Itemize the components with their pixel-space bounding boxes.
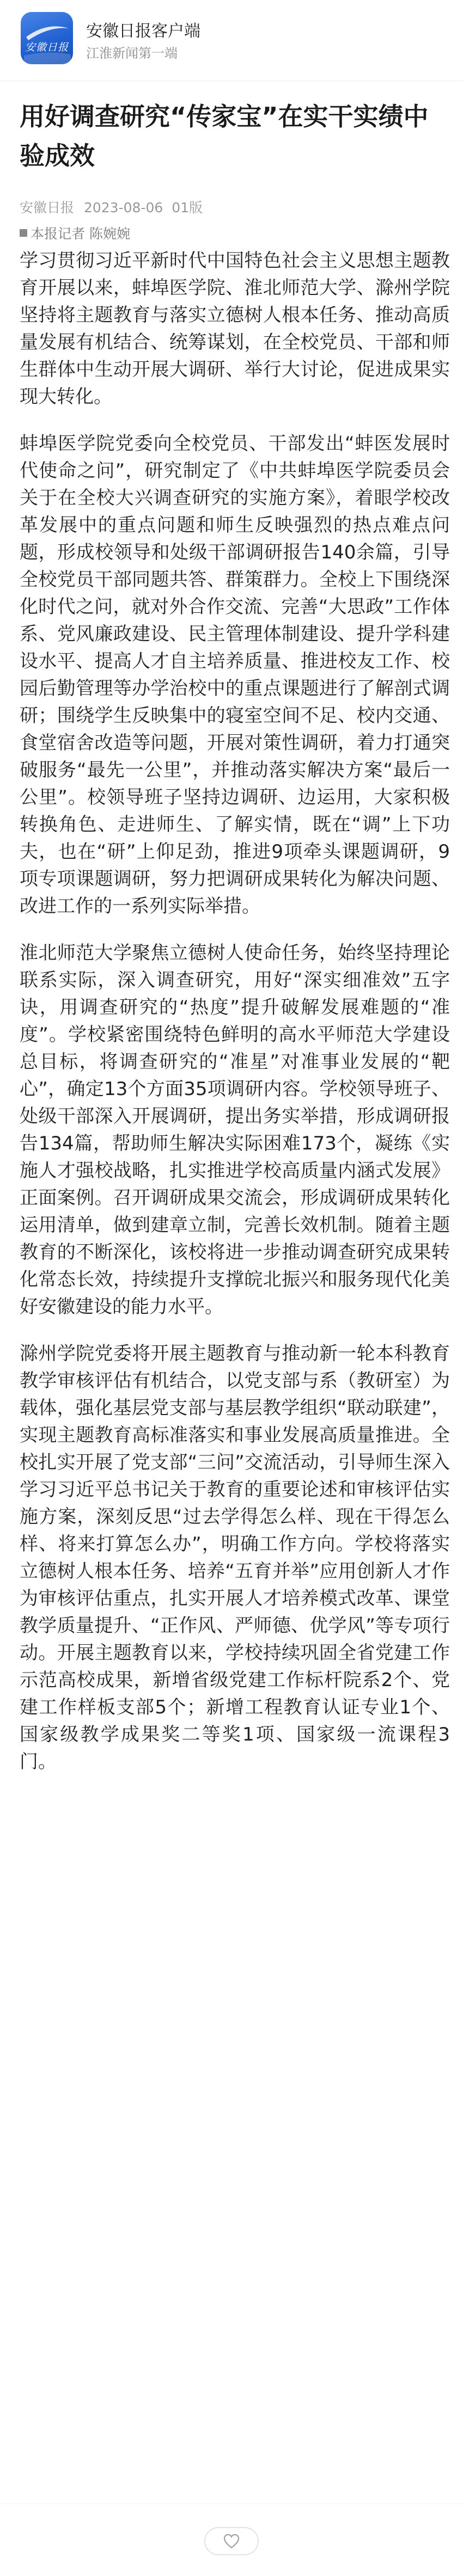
paragraph: 学习贯彻习近平新时代中国特色社会主义思想主题教育开展以来，蚌埠医学院、淮北师范大学、滁州学院坚持将主题教育与落实立德树人根本任务、推动高质量发展有机结合、统筹谋划，在全校党员、干部和师生群体中生动开展大调研、举行大讨论，促进成果实现大转化。 [20, 250, 450, 408]
paragraph: 滁州学院党委将开展主题教育与推动新一轮本科教育教学审核评估有机结合，以党支部与系（教研室）为载体，强化基层党支部与基层教学组织“联动联建”，实现主题教育高标准落实和事业发展高质量推进。全校扎实开展了党支部“三问”交流活动，引导师生深入学习习近平总书记关于教育的重要论述和审核评估实施方案，深刻反思“过去学得怎么样、现在干得怎么样、将来打算怎么办”，明确工作方向。学校将落实立德树人根本任务、培养“五育并举”应用创新人才作为审核评估重点，扎实开展人才培养模式改革、课堂教学质量提升、“正作风、严师德、优学风”等专项行动。开展主题教育以来，学校持续巩固全省党建工作示范高校成果，新增省级党建工作标杆院系2个、党建工作样板支部5个；新增工程教育认证专业1个、国家级教学成果奖二等奖1项、国家级一流课程3门。 [20, 1343, 450, 1773]
square-bullet-icon [20, 229, 27, 237]
logo-text: 安徽日报 [25, 41, 69, 53]
article-date: 2023-08-06 [83, 200, 163, 216]
logo-swoosh-icon [21, 12, 73, 64]
app-slogan: 江淮新闻第一端 [86, 46, 178, 61]
article-body [20, 247, 450, 1795]
article-page: 01版 [172, 200, 203, 216]
paragraph: 蚌埠医学院党委向全校党员、干部发出“蚌医发展时代使命之问”，研究制定了《中共蚌埠医学院委员会关于在全校大兴调查研究的实施方案》，着眼学校改革发展中的重点问题和师生反映强烈的热点难点问题，形成校领导和处级干部调研报告140余篇，引导全校党员干部同题共答、群策群力。全校上下围绕深化时代之问，就对外合作交流、完善“大思政”工作体系、党风廉政建设、民主管理体制建设、提升学科建设水平、提高人才自主培养质量、推进校友工作、校园后勤管理等办学治校中的重点课题进行了解剖式调研；围绕学生反映集中的寝室空间不足、校内交通、食堂宿舍改造等问题，开展对策性调研，着力打通突破服务“最先一公里”，并推动落实解决方案“最后一公里”。校领导班子坚持边调研、边运用，大家积极转换角色、走进师生、了解实情，既在“调”上下功夫，也在“研”上仰足劲，推进9项牵头课题调研，9项专项课题调研，努力把调研成果转化为解决问题、改进工作的一系列实际举措。 [20, 433, 450, 917]
app-logo[interactable] [21, 12, 73, 64]
byline [20, 222, 130, 244]
article-source: 安徽日报 [20, 200, 75, 216]
heart-icon [223, 2534, 240, 2549]
byline-text: 本报记者 陈婉婉 [31, 226, 130, 242]
app-name: 安徽日报客户端 [86, 22, 200, 41]
app-header [0, 0, 463, 71]
article-title: 用好调查研究“传家宝”在实干实绩中验成效 [20, 102, 429, 170]
article-meta [20, 197, 203, 217]
like-button[interactable] [204, 2527, 259, 2555]
paragraph: 淮北师范大学聚焦立德树人使命任务，始终坚持理论联系实际，深入调查研究，用好“深实细准效”五字诀，用调查研究的“热度”提升破解发展难题的“准度”。学校紧密围绕特色鲜明的高水平师范大学建设总目标，将调查研究的“准星”对准事业发展的“靶心”，确定13个方面35项调研内容。学校领导班子、处级干部深入开展调研，提出务实举措，形成调研报告134篇，帮助师生解决实际困难173个，凝练《实施人才强校战略，扎实推进学校高质量内涵式发展》正面案例。召开调研成果交流会，形成调研成果转化运用清单，做到建章立制，完善长效机制。随着主题教育的不断深化，该校将进一步推动调查研究成果转化常态长效，持续提升支撑皖北振兴和服务现代化美好安徽建设的能力水平。 [20, 942, 450, 1318]
footer-bar [0, 2504, 463, 2576]
